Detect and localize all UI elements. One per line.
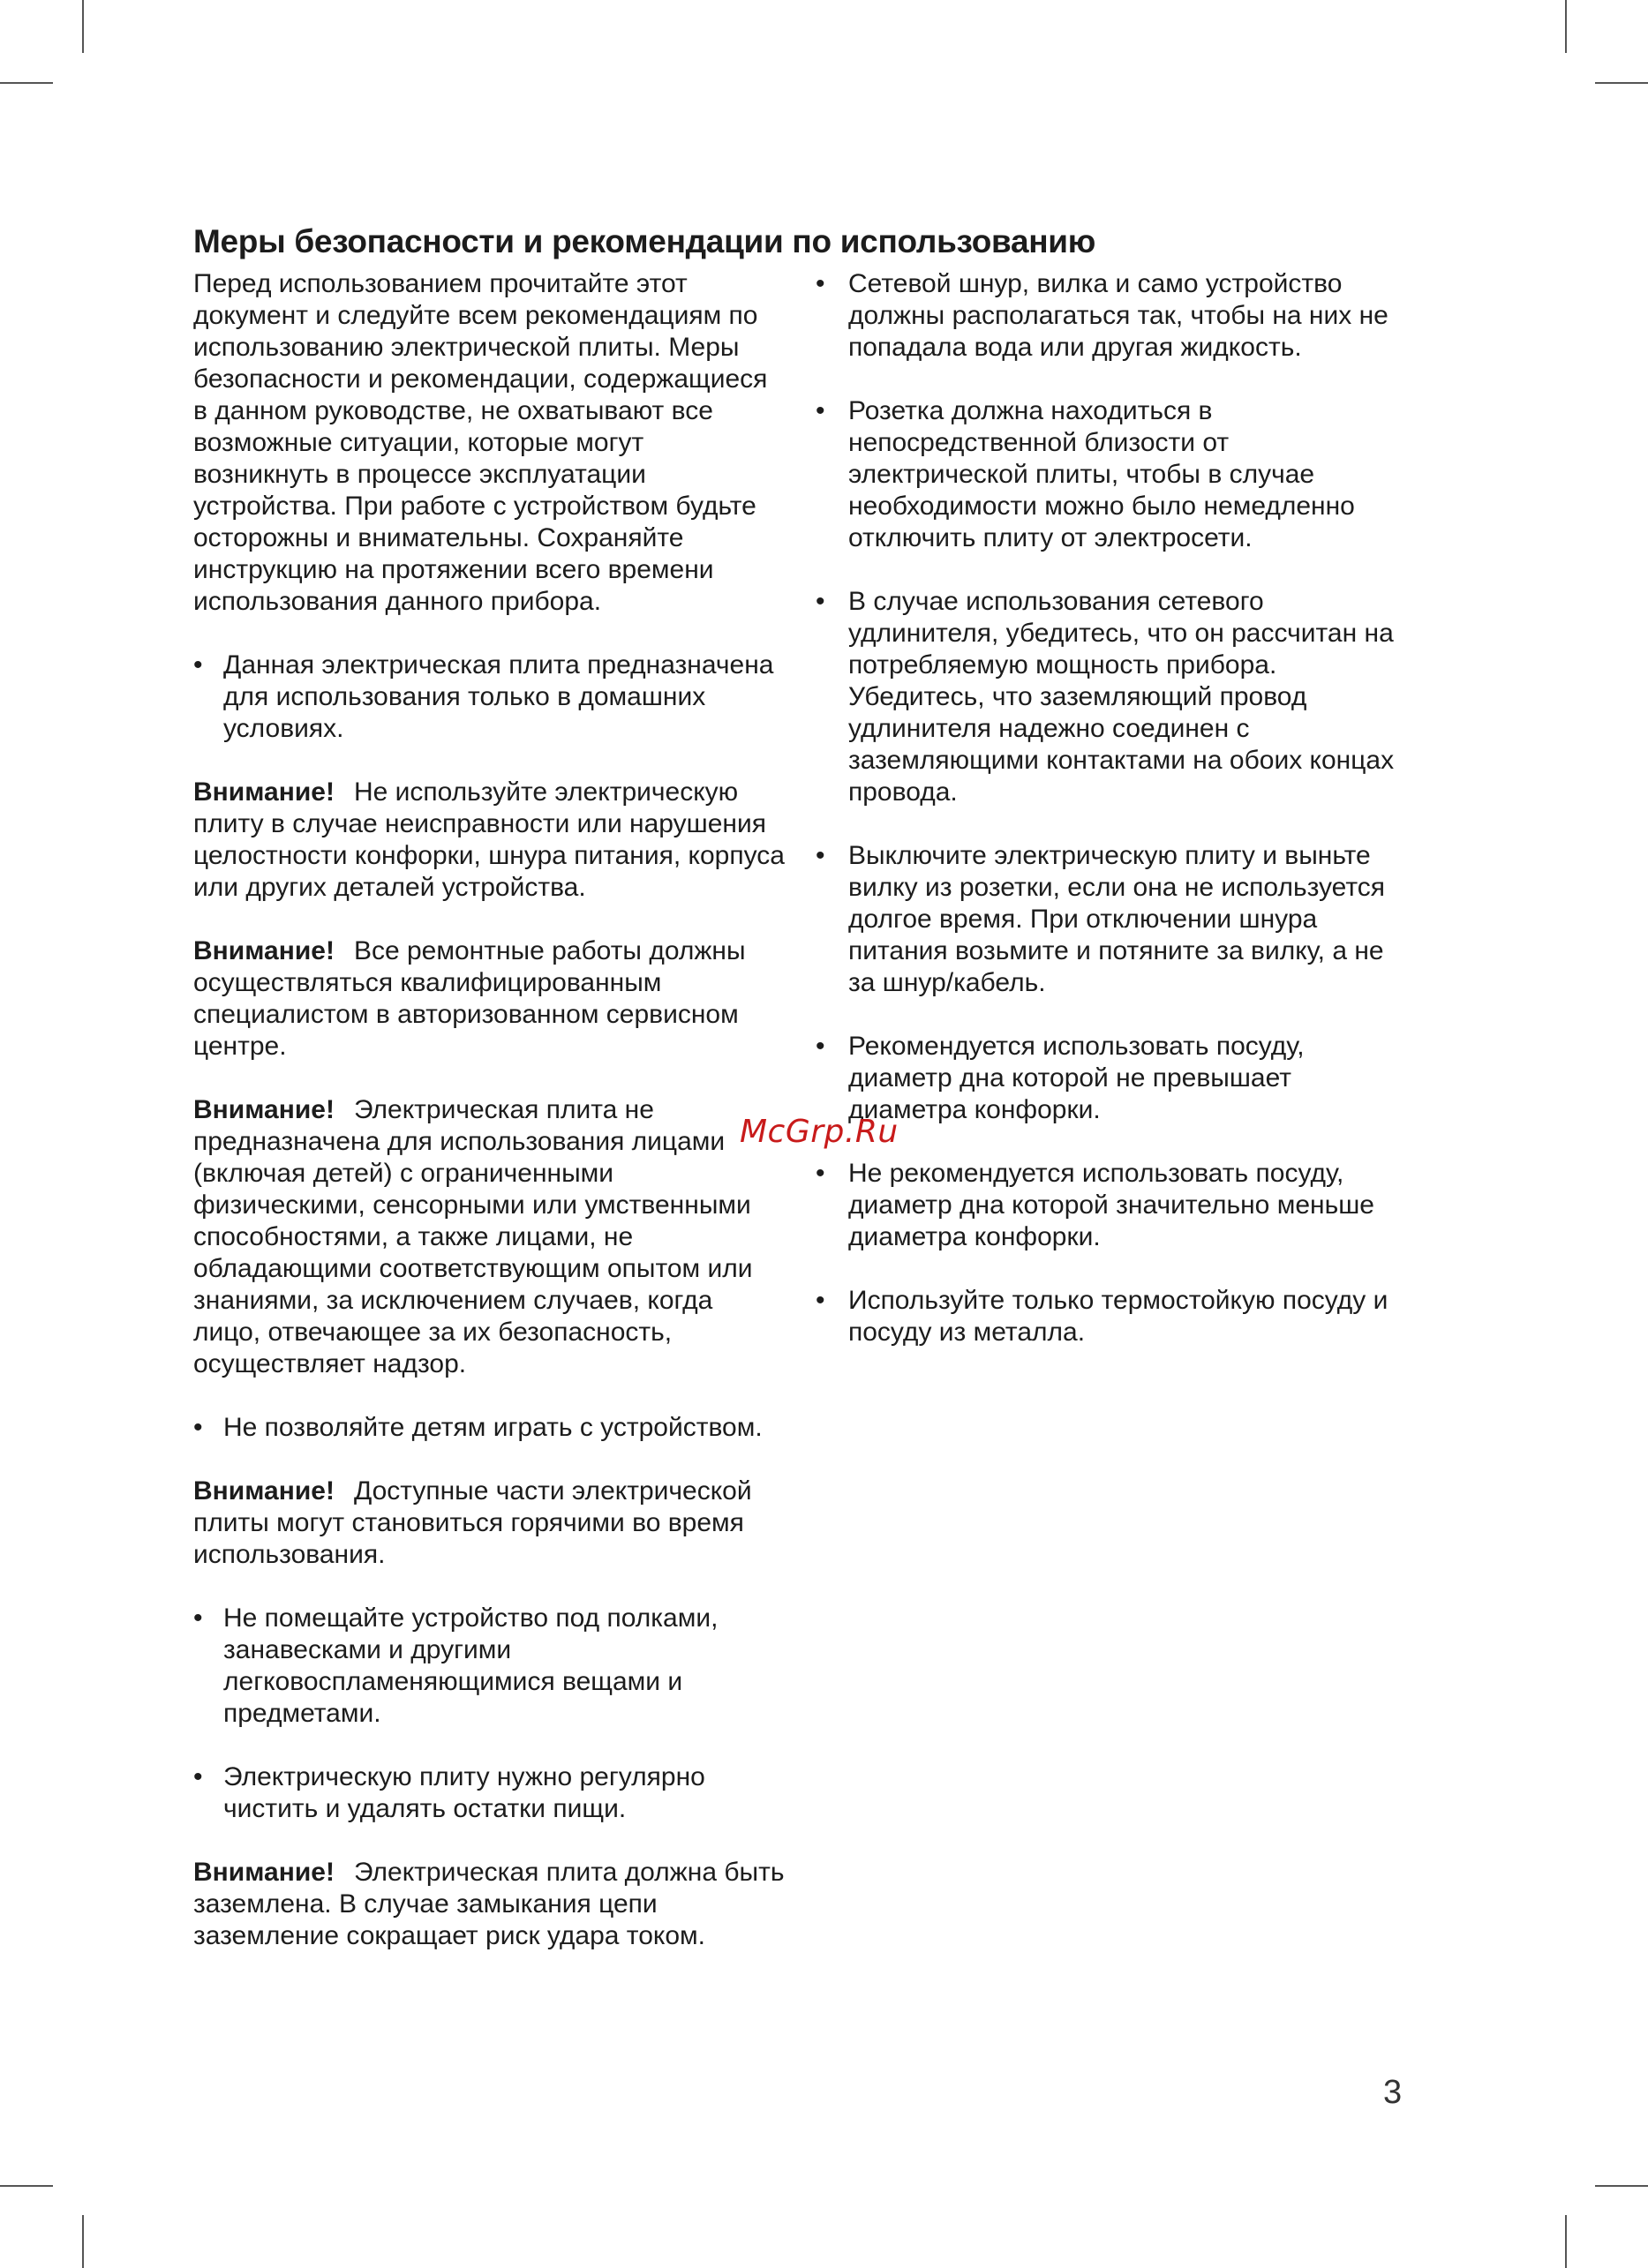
- list-item: • Выключите электрическую плиту и выньте вилку из розетки, если она не используется долгое время. При отключении шнура питания возьмите и потяните за вилку, а не за шнур/кабель.: [816, 841, 1385, 997]
- warning-paragraph: Внимание! Все ремонтные работы должны осуществляться квалифицированным специалистом в авторизованном сервисном центре.: [193, 936, 746, 1061]
- warning-paragraph: Внимание! Электрическая плита не предназначена для использования лицами (включая детей) с ограниченными физическими, сенсорными или умственными способностями, а также лицами, не обладающими соответствующим опытом или знаниями, за исключением случаев, когда лицо, отвечающее за их безопасность, осуществляет надзор.: [193, 1095, 753, 1378]
- list-item: • Рекомендуется использовать посуду, диаметр дна которой не превышает диаметра конфорки.: [816, 1032, 1305, 1124]
- warning-label: Внимание!: [193, 777, 335, 807]
- crop-mark-top-left: [82, 0, 84, 53]
- warning-label: Внимание!: [193, 1095, 335, 1124]
- crop-mark-bottom-left-h: [0, 2185, 53, 2187]
- list-item: • Не помещайте устройство под полками, занавесками и другими легковоспламеняющимися вещами и предметами.: [193, 1603, 719, 1728]
- crop-mark-top-right-h: [1595, 82, 1648, 84]
- watermark: McGrp.Ru: [740, 1114, 899, 1150]
- list-item: • Розетка должна находиться в непосредственной близости от электрической плиты, чтобы в случае необходимости можно было немедленно отключить плиту от электросети.: [816, 396, 1355, 552]
- bullet-icon: •: [816, 269, 825, 298]
- bullet-icon: •: [193, 1603, 203, 1633]
- crop-mark-bottom-left: [82, 2215, 84, 2268]
- page-number: 3: [1383, 2074, 1403, 2111]
- warning-label: Внимание!: [193, 1858, 335, 1887]
- list-item: • Не рекомендуется использовать посуду, диаметр дна которой значительно меньше диаметра конфорки.: [816, 1159, 1374, 1251]
- bullet-list-1: [193, 650, 785, 745]
- bullet-icon: •: [816, 1159, 825, 1188]
- warning-paragraph: Внимание! Доступные части электрической плиты могут становиться горячими во время использования.: [193, 1476, 752, 1569]
- bullet-icon: •: [193, 650, 203, 680]
- list-item: • Используйте только термостойкую посуду и посуду из металла.: [816, 1286, 1388, 1347]
- page-title: Меры безопасности и рекомендации по использованию: [193, 222, 1096, 259]
- bullet-list-3: [193, 1603, 785, 1825]
- warning-paragraph: Внимание! Не используйте электрическую плиту в случае неисправности или нарушения целостности конфорки, шнура питания, корпуса или других деталей устройства.: [193, 777, 785, 902]
- intro-paragraph: Перед использованием прочитайте этот документ и следуйте всем рекомендациям по использованию электрической плиты. Меры безопасности и рекомендации, содержащиеся в данном руководстве, не охватывают все возможные ситуации, которые могут возникнуть в процессе эксплуатации устройства. При работе с устройством будьте осторожны и внимательны. Сохраняйте инструкцию на протяжении всего времени использования данного прибора.: [193, 269, 768, 616]
- list-item: • Электрическую плиту нужно регулярно чистить и удалять остатки пищи.: [193, 1762, 705, 1823]
- crop-mark-top-left-h: [0, 82, 53, 84]
- crop-mark-bottom-right: [1565, 2215, 1567, 2268]
- bullet-icon: •: [816, 841, 825, 870]
- bullet-icon: •: [193, 1762, 203, 1791]
- crop-mark-top-right: [1565, 0, 1567, 53]
- bullet-icon: •: [816, 587, 825, 616]
- bullet-icon: •: [816, 1286, 825, 1315]
- list-item: • Данная электрическая плита предназначена для использования только в домашних условиях.: [193, 650, 774, 743]
- right-column: [816, 268, 1407, 1380]
- list-item: • Не позволяйте детям играть с устройством.: [193, 1413, 763, 1442]
- bullet-list-2: [193, 1412, 785, 1444]
- right-bullet-list: [816, 268, 1407, 1348]
- warning-label: Внимание!: [193, 936, 335, 965]
- bullet-icon: •: [816, 1032, 825, 1061]
- bullet-icon: •: [816, 396, 825, 425]
- list-item: • Сетевой шнур, вилка и само устройство должны располагаться так, чтобы на них не попадала вода или другая жидкость.: [816, 269, 1388, 362]
- list-item: • В случае использования сетевого удлинителя, убедитесь, что он рассчитан на потребляемую мощность прибора. Убедитесь, что заземляющий провод удлинителя надежно соединен с заземляющими контактами на обоих концах провода.: [816, 587, 1395, 807]
- bullet-icon: •: [193, 1413, 203, 1442]
- crop-mark-bottom-right-h: [1595, 2185, 1648, 2187]
- warning-paragraph: Внимание! Электрическая плита должна быть заземлена. В случае замыкания цепи заземление сокращает риск удара током.: [193, 1858, 785, 1950]
- left-column: [193, 268, 785, 1984]
- warning-label: Внимание!: [193, 1476, 335, 1506]
